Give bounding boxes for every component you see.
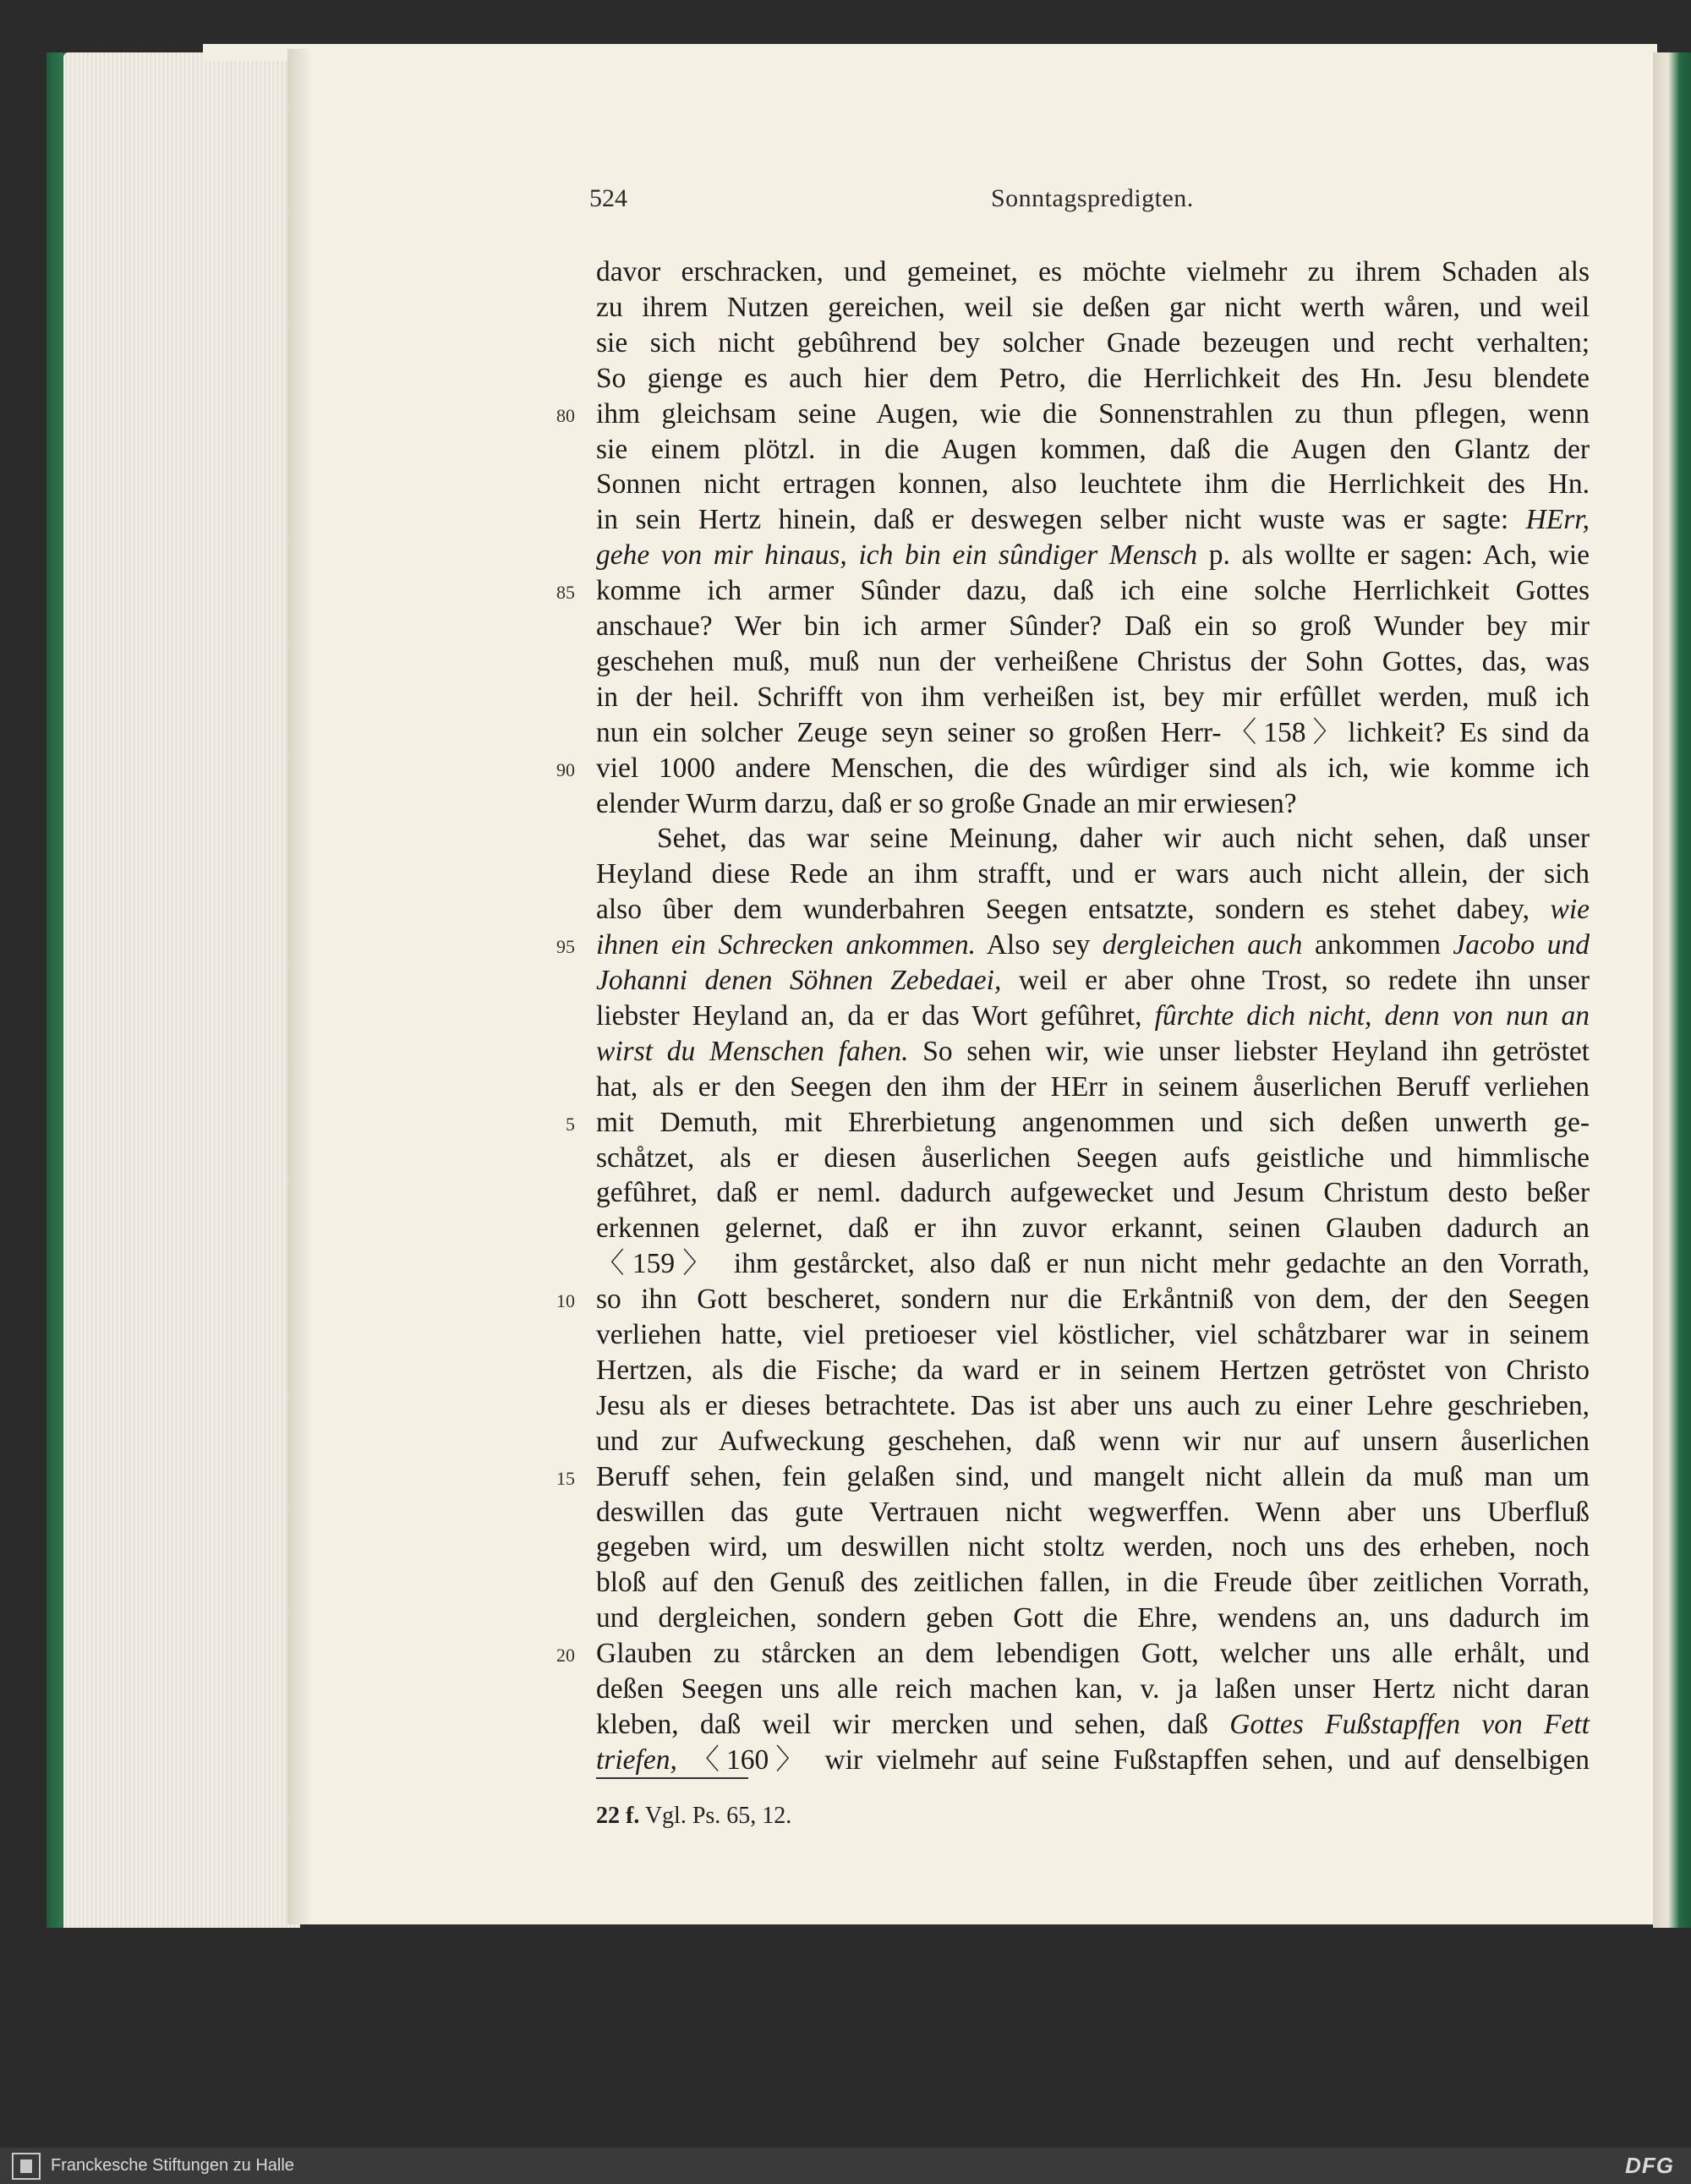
text-line: sie einem plötzl. in die Augen kommen, daß die Augen den Glantz der (596, 433, 1590, 465)
text-line: hat, als er den Seegen den ihm der HErr in seinem åuserlichen Beruff verliehen (596, 1070, 1590, 1103)
line-number: 90 (556, 758, 575, 780)
text-line: verliehen hatte, viel pretioeser viel köstlicher, viel schåtzbarer war in seinem (596, 1319, 1590, 1350)
page-number: 524 (589, 184, 627, 212)
text-line: deswillen das gute Vertrauen nicht wegwerffen. Wenn aber uns Uberfluß (596, 1496, 1590, 1528)
text-line: komme ich armer Sûnder dazu, daß ich eine solche Herrlichkeit Gottes (596, 575, 1590, 607)
text-line: elender Wurm darzu, daß er so große Gnade an mir erwiesen? (596, 787, 1297, 819)
text-line: 〈159〉 ihm gestårcket, also daß er nun nicht mehr gedachte an den Vorrath, (596, 1248, 1590, 1280)
line-number: 95 (556, 936, 575, 958)
text-line: Johanni denen Söhnen Zebedaei, weil er aber ohne Trost, so redete ihn unser (596, 965, 1590, 996)
footnote-ref: 22 f. (596, 1803, 640, 1829)
text-line: geschehen muß, muß nun der verheißene Christus der Sohn Gottes, das, was (596, 645, 1590, 677)
text-line: gefûhret, daß er neml. dadurch aufgewecket und Jesum Christum desto beßer (596, 1177, 1590, 1209)
footnote-text: Vgl. Ps. 65, 12. (644, 1803, 792, 1829)
text-line: Hertzen, als die Fische; da ward er in seinem Hertzen getröstet von Christo (596, 1354, 1590, 1386)
text-line: Sonnen nicht ertragen konnen, also leuchtete ihm die Herrlichkeit des Hn. (596, 468, 1590, 501)
text-line: nun ein solcher Zeuge seyn seiner so großen Herr-〈158〉lichkeit? Es sind da (596, 716, 1590, 748)
running-head: Sonntagspredigten. (991, 184, 1194, 212)
page-header (589, 184, 1593, 227)
text-line: triefen, 〈160〉 wir vielmehr auf seine Fußstapffen sehen, und auf denselbigen (596, 1743, 1590, 1776)
text-line: So gienge es auch hier dem Petro, die Herrlichkeit des Hn. Jesu blendete (596, 362, 1590, 394)
text-line: davor erschracken, und gemeinet, es möchte vielmehr zu ihrem Schaden als (596, 256, 1590, 287)
text-line: deßen Seegen uns alle reich machen kan, v. ja laßen unser Hertz nicht daran (596, 1673, 1590, 1705)
text-line: bloß auf den Genuß des zeitlichen fallen, in die Freude ûber zeitlichen Vorrath, (596, 1567, 1590, 1599)
line-number: 80 (556, 404, 575, 426)
text-line: liebster Heyland an, da er das Wort gefûhret, fûrchte dich nicht, denn von nun an (596, 999, 1590, 1032)
text-line: Glauben zu stårcken an dem lebendigen Gott, welcher uns alle erhålt, und (596, 1638, 1590, 1670)
text-line: Sehet, das war seine Meinung, daher wir auch nicht sehen, daß unser (657, 823, 1590, 855)
text-line: und zur Aufweckung geschehen, daß wenn wir nur auf unsern åuserlichen (596, 1425, 1590, 1457)
text-line: also ûber dem wunderbahren Seegen entsatzte, sondern es stehet dabey, wie (596, 894, 1590, 926)
text-line: kleben, daß weil wir mercken und sehen, daß Gottes Fußstapffen von Fett (596, 1708, 1590, 1740)
text-line: Beruff sehen, fein gelaßen sind, und mangelt nicht allein da muß man um (596, 1460, 1590, 1492)
text-line: schåtzet, als er diesen åuserlichen Seegen aufs geistliche und himmlische (596, 1141, 1590, 1174)
line-number: 15 (556, 1467, 575, 1489)
text-line: in sein Hertz hinein, daß er deswegen selber nicht wuste was er sagte: HErr, (596, 504, 1590, 536)
text-line: erkennen gelernet, daß er ihn zuvor erkannt, seinen Glauben dadurch an (596, 1212, 1590, 1245)
text-line: mit Demuth, mit Ehrerbietung angenommen und sich deßen unwerth ge- (596, 1106, 1590, 1138)
page-fold-shadow (287, 49, 313, 1924)
institution-logo-icon (12, 2153, 41, 2180)
institution-name: Franckesche Stiftungen zu Halle (51, 2156, 294, 2175)
text-line: Jesu als er dieses betrachtete. Das ist aber uns auch zu einer Lehre geschrieben, (596, 1389, 1590, 1421)
viewer-footer-bar (0, 2148, 1691, 2184)
text-line: anschaue? Wer bin ich armer Sûnder? Daß ein so groß Wunder bey mir (596, 610, 1590, 642)
text-line: gehe von mir hinaus, ich bin ein sûndiger Mensch p. als wollte er sagen: Ach, wie (596, 539, 1590, 572)
page-stack (63, 52, 300, 1928)
text-line: sie sich nicht gebûhrend bey solcher Gnade bezeugen und recht verhalten; (596, 326, 1590, 359)
text-line: und dergleichen, sondern geben Gott die Ehre, wendens an, uns dadurch im (596, 1602, 1590, 1634)
line-number: 85 (556, 582, 575, 604)
text-line: zu ihrem Nutzen gereichen, weil sie deßen gar nicht werth wåren, und weil (596, 291, 1590, 323)
text-line: in der heil. Schrifft von ihm verheißen ist, bey mir erfûllet werden, muß ich (596, 681, 1590, 713)
opposite-page-edge (1653, 52, 1691, 1928)
text-line: gegeben wird, um deswillen nicht stoltz werden, noch uns des erheben, noch (596, 1531, 1590, 1563)
dfg-logo: DFG (1625, 2153, 1674, 2178)
text-line: ihm gleichsam seine Augen, wie die Sonnenstrahlen zu thun pflegen, wenn (596, 397, 1590, 430)
footnote-rule (596, 1777, 748, 1779)
text-line: Heyland diese Rede an ihm strafft, und er wars auch nicht allein, der sich (596, 858, 1590, 890)
line-number: 20 (556, 1645, 575, 1667)
text-line: wirst du Menschen fahen. So sehen wir, wie unser liebster Heyland ihn getröstet (596, 1035, 1590, 1067)
line-number: 10 (556, 1290, 575, 1312)
text-line: ihnen ein Schrecken ankommen. Also sey dergleichen auch ankommen Jacobo und (596, 929, 1590, 961)
footnote (596, 1803, 791, 1830)
line-number: 5 (566, 1113, 575, 1135)
text-line: viel 1000 andere Menschen, die des wûrdiger sind als ich, wie komme ich (596, 752, 1590, 784)
text-line: so ihn Gott bescheret, sondern nur die Erkåntniß von dem, der den Seegen (596, 1284, 1590, 1316)
